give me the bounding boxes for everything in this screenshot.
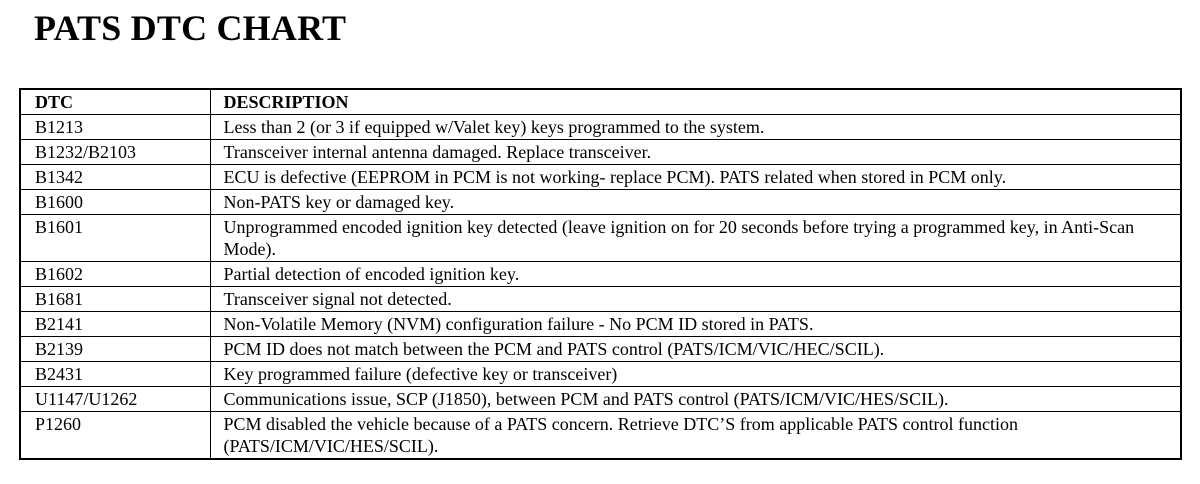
table-row <box>20 287 1181 312</box>
dtc-code: B1601 <box>20 215 210 262</box>
dtc-description: Key programmed failure (defective key or transceiver) <box>210 362 1181 387</box>
dtc-table <box>19 88 1182 460</box>
dtc-code: B1602 <box>20 262 210 287</box>
dtc-description: Communications issue, SCP (J1850), between PCM and PATS control (PATS/ICM/VIC/HES/SCIL). <box>210 387 1181 412</box>
column-header-dtc: DTC <box>20 89 210 115</box>
table-row <box>20 312 1181 337</box>
table-row <box>20 412 1181 460</box>
dtc-description: Partial detection of encoded ignition key. <box>210 262 1181 287</box>
dtc-code: B1213 <box>20 115 210 140</box>
dtc-code: U1147/U1262 <box>20 387 210 412</box>
dtc-code: P1260 <box>20 412 210 460</box>
dtc-description: Less than 2 (or 3 if equipped w/Valet key) keys programmed to the system. <box>210 115 1181 140</box>
dtc-description: ECU is defective (EEPROM in PCM is not working- replace PCM). PATS related when stored in PCM only. <box>210 165 1181 190</box>
header-row <box>20 89 1181 115</box>
dtc-description: Non-Volatile Memory (NVM) configuration failure - No PCM ID stored in PATS. <box>210 312 1181 337</box>
table-row <box>20 140 1181 165</box>
table-row <box>20 337 1181 362</box>
dtc-description: PCM ID does not match between the PCM and PATS control (PATS/ICM/VIC/HEC/SCIL). <box>210 337 1181 362</box>
dtc-code: B1232/B2103 <box>20 140 210 165</box>
dtc-description: Transceiver signal not detected. <box>210 287 1181 312</box>
dtc-code: B1681 <box>20 287 210 312</box>
table-row <box>20 387 1181 412</box>
dtc-code: B2139 <box>20 337 210 362</box>
table-row <box>20 262 1181 287</box>
table-header <box>20 89 1181 115</box>
table-body <box>20 115 1181 460</box>
table-row <box>20 190 1181 215</box>
dtc-description: Non-PATS key or damaged key. <box>210 190 1181 215</box>
dtc-description: PCM disabled the vehicle because of a PATS concern. Retrieve DTC’S from applicable PATS control function (PATS/ICM/VIC/HES/SCIL). <box>210 412 1181 460</box>
table-row <box>20 115 1181 140</box>
column-header-description: DESCRIPTION <box>210 89 1181 115</box>
dtc-code: B1600 <box>20 190 210 215</box>
page-title: PATS DTC CHART <box>34 8 347 48</box>
dtc-description: Unprogrammed encoded ignition key detected (leave ignition on for 20 seconds before trying a programmed key, in Anti-Scan Mode). <box>210 215 1181 262</box>
dtc-code: B1342 <box>20 165 210 190</box>
table-row <box>20 165 1181 190</box>
table-row <box>20 215 1181 262</box>
dtc-code: B2141 <box>20 312 210 337</box>
table-row <box>20 362 1181 387</box>
dtc-description: Transceiver internal antenna damaged. Replace transceiver. <box>210 140 1181 165</box>
dtc-code: B2431 <box>20 362 210 387</box>
